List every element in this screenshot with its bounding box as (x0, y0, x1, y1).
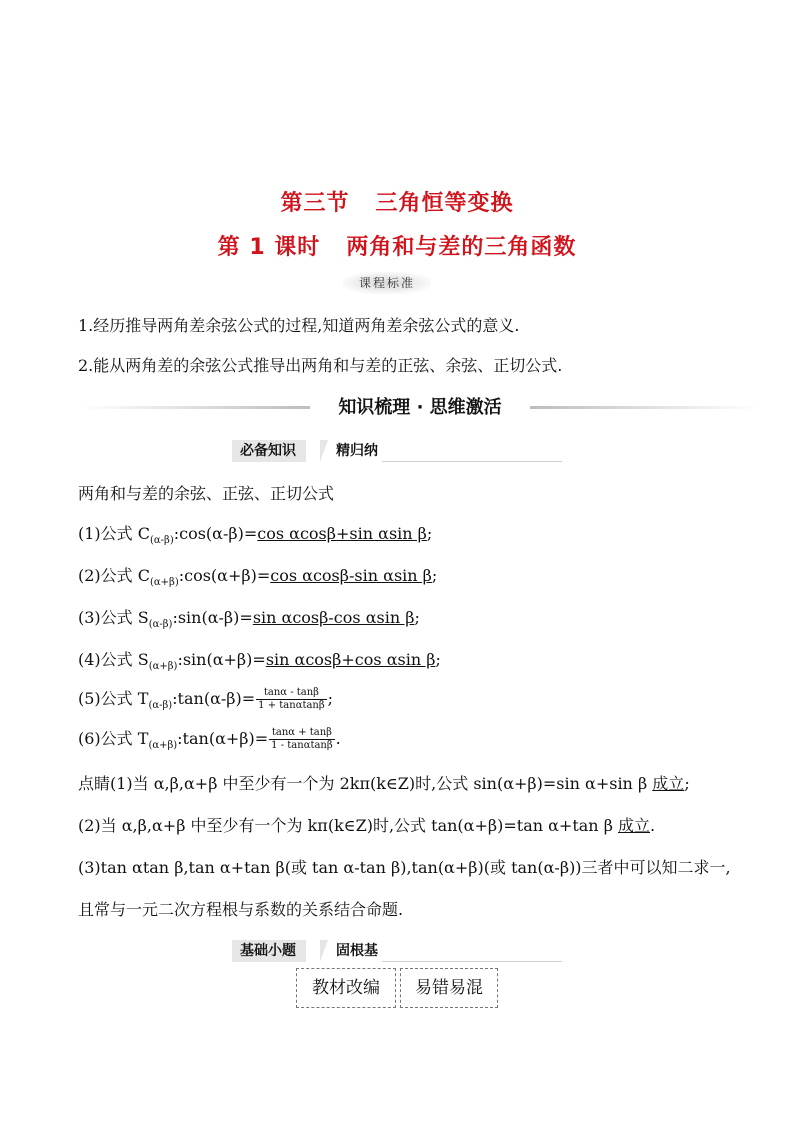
tab-label-main: 基础小题 (232, 940, 306, 962)
curriculum-standard-badge: 课程标准 (343, 272, 431, 294)
formula-3: (3)公式 $S_{(\alpha-\beta)}:\sin(\alpha-\beta)=\sin$ αcosβ-cos αsin β; (78, 608, 420, 631)
formula-4: (4)公式 $S_{(\alpha+\beta)}:\sin(\alpha+\beta)=\sin$ αcosβ+cos αsin β; (78, 650, 441, 673)
knowledge-banner (80, 394, 760, 422)
topic-heading: 两角和与差的余弦、正弦、正切公式 (78, 484, 335, 503)
note-4: 且常与一元二次方程根与系数的关系结合命题. (78, 900, 404, 919)
banner-title: 知识梳理 · 思维激活 (338, 397, 502, 418)
section-name: 三角恒等变换 (375, 191, 514, 216)
textbook-adapted-button[interactable]: 教材改编 (296, 968, 396, 1008)
standard-2: 2.能从两角差的余弦公式推导出两角和与差的正弦、余弦、正切公式. (78, 356, 563, 375)
note-3: (3)tan αtan β,tan α+tan β(或 tan α-tan β),tan(α+β)(或 tan(α-β))三者中可以知二求一, (78, 858, 731, 877)
fraction: $\frac{\tan\alpha - \tan\beta}{1 + \tan\alpha\tan\beta}$ (258, 687, 325, 711)
lesson-number: 第 1 课时 (217, 235, 321, 260)
formula-1: (1)公式 $C_{(\alpha-\beta)}:\cos(\alpha-\beta)=\cos$ αcosβ+sin αsin β; (78, 524, 433, 547)
lesson-name: 两角和与差的三角函数 (346, 235, 577, 260)
tab-label-sub: 精归纳 (328, 440, 378, 462)
error-prone-button[interactable]: 易错易混 (400, 968, 498, 1008)
tab-label-sub: 固根基 (328, 940, 378, 962)
section-number: 第三节 (280, 191, 350, 216)
fraction: $\frac{\tan\alpha + \tan\beta}{1 - \tan\alpha\tan\beta}$ (271, 727, 333, 751)
formula-6: (6)公式 $T_{(\alpha+\beta)}:\tan(\alpha+\beta)=$ $\frac{\tan\alpha + \tan\beta}{1 - \tan\alpha\tan\beta}$ . (78, 727, 341, 752)
note-1: 点睛(1)当 α,β,α+β 中至少有一个为 2kπ(k∈Z)时,公式 sin(α+β)=sin α+sin β 成立; (78, 774, 690, 793)
note-2: (2)当 α,β,α+β 中至少有一个为 kπ(k∈Z)时,公式 tan(α+β)=tan α+tan β 成立. (78, 816, 656, 835)
standard-1: 1.经历推导两角差余弦公式的过程,知道两角差余弦公式的意义. (78, 316, 520, 335)
tab-label-main: 必备知识 (232, 440, 306, 462)
lesson-title (0, 230, 794, 261)
formula-5: (5)公式 $T_{(\alpha-\beta)}:\tan(\alpha-\beta)=$ $\frac{\tan\alpha - \tan\beta}{1 + \tan\alpha\tan\beta}$ ; (78, 687, 334, 712)
formula-2: (2)公式 $C_{(\alpha+\beta)}:\cos(\alpha+\beta)=\cos$ αcosβ-sin αsin β; (78, 566, 438, 589)
section-title (0, 186, 794, 217)
knowledge-tab (232, 440, 562, 462)
basic-questions-tab (232, 940, 562, 962)
